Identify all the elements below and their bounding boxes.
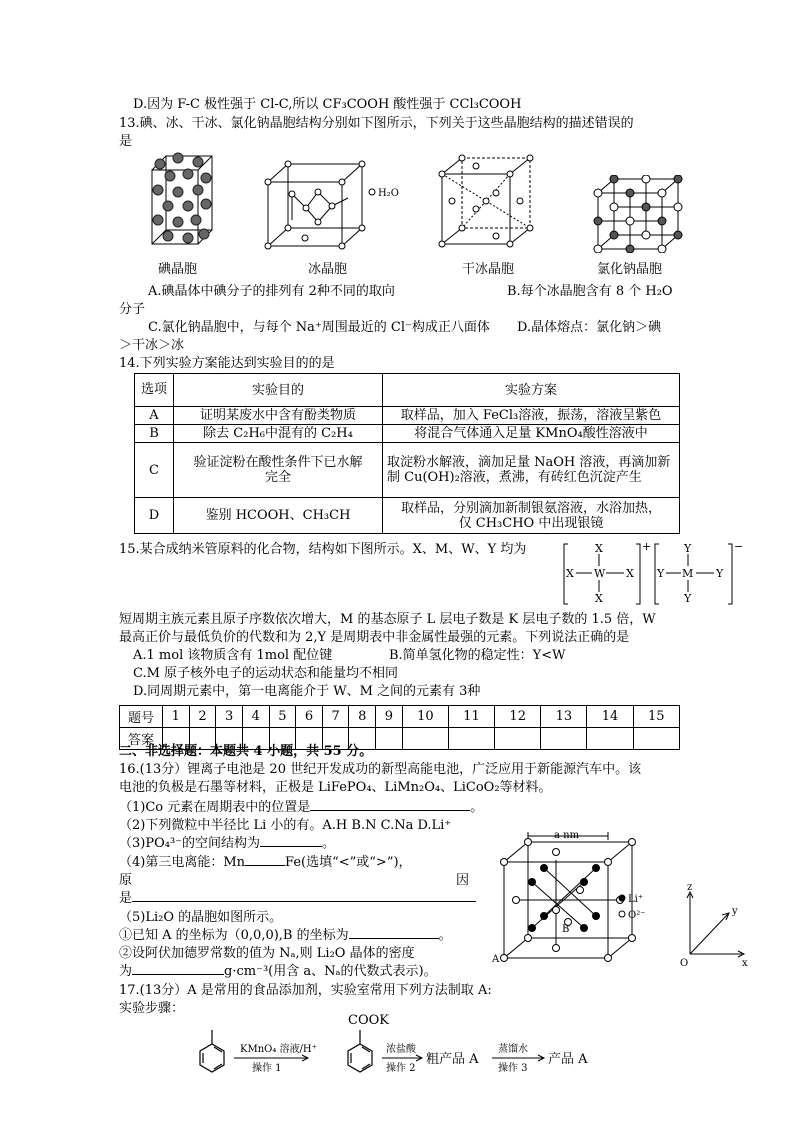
q15-stem-3: 最高正价与最低负价的代数和为 2,Y 是周期表中非金属性最强的元素。下列说法正确的是 bbox=[119, 630, 630, 645]
x-atom: X bbox=[595, 542, 603, 555]
q17-stem: 17.(13分）A 是常用的食品添加剂，实验室常用下列方法制取 A: bbox=[119, 983, 492, 998]
minus-charge: − bbox=[734, 540, 744, 553]
q17-steps-label: 实验步骤： bbox=[119, 1001, 185, 1016]
caption-ice: 冰晶胞 bbox=[308, 262, 348, 277]
legend-li-label: Li⁺ bbox=[628, 894, 644, 905]
q16-part-4 bbox=[119, 855, 412, 871]
axis-x-label: x bbox=[742, 958, 748, 968]
axis-z-label: z bbox=[687, 882, 693, 893]
q14-row-plan-line: 取样品，分别滴加新制银氨溶液，水浴加热， bbox=[400, 500, 661, 516]
q14-header-option: 选项 bbox=[135, 374, 174, 407]
x-atom: X bbox=[595, 592, 603, 605]
q14-table bbox=[134, 373, 680, 534]
q14-row-option: C bbox=[135, 443, 174, 498]
reagent-3: 蒸馏水 bbox=[498, 1044, 528, 1055]
answer-cell[interactable] bbox=[633, 728, 679, 750]
answer-table-number: 11 bbox=[448, 706, 494, 728]
q16-part-3-end: 。 bbox=[322, 836, 336, 851]
q14-row-plan: 取样品，加入 FeCl₃溶液，振荡，溶液呈紫色 bbox=[383, 407, 680, 425]
q16-part-5: （5)Li₂O 的晶胞如图所示。 bbox=[119, 910, 283, 925]
q14-row bbox=[135, 498, 680, 534]
q15-stem-2: 短周期主族元素且原子序数依次增大，M 的基态原子 L 层电子数是 K 层电子数的 1.5 倍，W bbox=[119, 612, 656, 627]
q14-row bbox=[135, 443, 680, 498]
answer-blank[interactable] bbox=[132, 901, 476, 902]
answer-table-number: 14 bbox=[587, 706, 633, 728]
q16-part-4-reason-end: 因 bbox=[456, 873, 470, 888]
answer-table-number: 15 bbox=[633, 706, 679, 728]
ice-legend-label: H₂O bbox=[378, 188, 399, 199]
caption-nacl: 氯化钠晶胞 bbox=[597, 262, 663, 277]
answer-table-number: 3 bbox=[216, 706, 243, 728]
caption-iodine: 碘晶胞 bbox=[158, 262, 198, 277]
q15-option-c: C.M 原子核外电子的运动状态和能量均不相同 bbox=[133, 666, 399, 681]
ice-unit-cell bbox=[262, 158, 412, 250]
q16-part-4-text: （4)第三电离能：Mn bbox=[119, 855, 246, 870]
y-atom: Y bbox=[684, 542, 692, 555]
q16-part-5-1 bbox=[119, 928, 452, 944]
q15-structure bbox=[560, 540, 750, 608]
edge-length-label: a nm bbox=[554, 830, 580, 841]
q16-part-5-1-end: 。 bbox=[438, 928, 452, 943]
q16-stem: 16.(13分）锂离子电池是 20 世纪开发成功的新型高能电池，广泛应用于新能源汽车中。该 bbox=[119, 762, 642, 777]
q16-part-5-2c: g·cm⁻³(用含 a、Nₐ的代数式表示)。 bbox=[224, 964, 437, 979]
point-a-label: A bbox=[492, 954, 500, 965]
m-atom: M bbox=[682, 567, 694, 580]
q16-part-4-is bbox=[119, 891, 476, 907]
q13-option-a: A.碘晶体中碘分子的排列有 2种不同的取向 bbox=[148, 284, 395, 299]
q14-row-option: B bbox=[135, 425, 174, 443]
q14-row-plan-line: 仅 CH₃CHO 中出现银镜 bbox=[458, 515, 604, 531]
q14-row-purpose: 验证淀粉在酸性条件下已水解完全 bbox=[174, 443, 383, 498]
dry-ice-unit-cell bbox=[436, 152, 536, 250]
q14-header-purpose: 实验目的 bbox=[174, 374, 383, 407]
answer-table-number: 9 bbox=[376, 706, 403, 728]
q14-row-purpose: 除去 C₂H₆中混有的 C₂H₄ bbox=[174, 425, 383, 443]
answer-blank[interactable] bbox=[349, 938, 439, 939]
q14-stem: 14.下列实验方案能达到实验目的的是 bbox=[119, 356, 335, 371]
q16-part-3-text: （3)PO₄³⁻的空间结构为 bbox=[119, 836, 261, 851]
operation-1: 操作 1 bbox=[252, 1063, 282, 1074]
q14-row-plan-line: 取淀粉水解液，滴加足量 NaOH 溶液，再滴加新 bbox=[387, 455, 671, 470]
answer-cell[interactable] bbox=[448, 728, 494, 750]
q14-header-plan: 实验方案 bbox=[383, 374, 680, 407]
answer-table-label-answer: 答案 bbox=[120, 728, 163, 750]
nacl-unit-cell bbox=[592, 175, 684, 253]
q13-stem: 13.碘、冰、干冰、氯化钠晶胞结构分别如下图所示，下列关于这些晶胞结构的描述错误的 bbox=[119, 116, 634, 131]
answer-cell[interactable] bbox=[376, 728, 403, 750]
q13-option-d: D.晶体熔点：氯化钠＞碘 bbox=[517, 320, 662, 335]
q17-reaction-scheme bbox=[190, 1010, 610, 1080]
q15-stem: 15.某合成纳米管原料的化合物，结构如下图所示。X、M、W、Y 均为 bbox=[119, 542, 527, 557]
answer-table-number: 6 bbox=[296, 706, 323, 728]
plus-charge: + bbox=[642, 540, 652, 553]
q16-part-1: （1)Co 元素在周期表中的位置是 。 bbox=[119, 800, 484, 815]
q16-part-2: （2)下列微粒中半径比 Li 小的有。A.H B.N C.Na D.Li⁺ bbox=[119, 818, 452, 833]
q13-option-d-cont: ＞干冰＞冰 bbox=[119, 338, 185, 353]
point-b-label: B bbox=[562, 924, 570, 935]
q14-row bbox=[135, 425, 680, 443]
answer-table-number: 2 bbox=[189, 706, 216, 728]
q16-part-5-2: ②设阿伏加德罗常数的值为 Nₐ,则 Li₂O 晶体的密度 bbox=[119, 946, 415, 961]
section-title: 二、非选择题：本题共 4 小题，共 55 分。 bbox=[119, 744, 373, 759]
axis-y-label: y bbox=[732, 906, 738, 917]
answer-blank[interactable] bbox=[310, 810, 470, 811]
q16-part-5-2b bbox=[119, 964, 437, 980]
q12-option-d: D.因为 F-C 极性强于 Cl-C,所以 CF₃COOH 酸性强于 CCl₃COOH bbox=[133, 97, 522, 112]
answer-table-label-question: 题号 bbox=[120, 706, 163, 728]
answer-table-number: 13 bbox=[541, 706, 587, 728]
q13-option-b-cont: 分子 bbox=[119, 302, 146, 317]
origin-label: O bbox=[680, 958, 689, 968]
cook-group: COOK bbox=[348, 1013, 389, 1028]
answer-table-number: 10 bbox=[402, 706, 448, 728]
q16-part-5-2b-text: 为 bbox=[119, 964, 133, 979]
answer-cell[interactable] bbox=[402, 728, 448, 750]
q16-part-4-mid: Fe(选填“<”或“>”)， bbox=[285, 855, 412, 870]
answer-table-number: 7 bbox=[322, 706, 349, 728]
answer-table-number: 8 bbox=[349, 706, 376, 728]
crude-product: 粗产品 A bbox=[426, 1052, 479, 1067]
q16-part-4-is-text: 是 bbox=[119, 891, 133, 906]
q14-row-option: A bbox=[135, 407, 174, 425]
operation-2: 操作 2 bbox=[386, 1063, 416, 1074]
q13-option-b: B.每个冰晶胞含有 8 个 H₂O bbox=[507, 284, 673, 299]
q15-option-d: D.同周期元素中，第一电离能介于 W、M 之间的元素有 3种 bbox=[133, 684, 481, 699]
q15-option-a: A.1 mol 该物质含有 1mol 配位键 bbox=[133, 648, 333, 663]
y-atom: Y bbox=[684, 592, 692, 605]
q14-row-plan-line: 制 Cu(OH)₂溶液，煮沸，有砖红色沉淀产生 bbox=[387, 470, 642, 485]
operation-3: 操作 3 bbox=[498, 1063, 528, 1074]
q14-row bbox=[135, 407, 680, 425]
answer-table-number: 5 bbox=[269, 706, 296, 728]
answer-table-number: 4 bbox=[242, 706, 269, 728]
w-atom: W bbox=[594, 567, 606, 580]
toluene-structure bbox=[200, 1030, 224, 1072]
li2o-unit-cell bbox=[484, 828, 754, 968]
x-atom: X bbox=[566, 567, 574, 580]
answer-table-number: 12 bbox=[495, 706, 541, 728]
q16-part-1-text: （1)Co 元素在周期表中的位置是 bbox=[119, 800, 311, 815]
final-product: 产品 A bbox=[548, 1052, 588, 1067]
reagent-1: KMnO₄ 溶液/H⁺ bbox=[240, 1044, 317, 1055]
q14-row-purpose: 证明某废水中含有酚类物质 bbox=[174, 407, 383, 425]
answer-blank[interactable] bbox=[132, 974, 224, 975]
x-atom: X bbox=[626, 567, 634, 580]
q16-part-5-1-text: ①已知 A 的坐标为（0,0,0),B 的坐标为 bbox=[119, 928, 349, 943]
q16-stem-2: 电池的负极是石墨等材料，正极是 LiFePO₄、LiMn₂O₄、LiCoO₂等材料。 bbox=[119, 780, 552, 795]
q14-row-plan: 将混合气体通入足量 KMnO₄酸性溶液中 bbox=[383, 425, 680, 443]
q13-stem-cont: 是 bbox=[119, 134, 133, 149]
answer-blank[interactable] bbox=[260, 846, 322, 847]
answer-cell[interactable] bbox=[541, 728, 587, 750]
caption-dry-ice: 干冰晶胞 bbox=[462, 262, 515, 277]
answer-blank[interactable] bbox=[245, 865, 285, 866]
reagent-2: 浓盐酸 bbox=[386, 1044, 416, 1055]
answer-cell[interactable] bbox=[495, 728, 541, 750]
y-atom: Y bbox=[657, 567, 665, 580]
answer-table-number: 1 bbox=[163, 706, 190, 728]
y-atom: Y bbox=[716, 567, 724, 580]
answer-cell[interactable] bbox=[587, 728, 633, 750]
potassium-benzoate-structure bbox=[348, 1030, 372, 1072]
q15-option-b: B.简单氢化物的稳定性：Y<W bbox=[389, 648, 566, 663]
q16-part-3 bbox=[119, 836, 335, 852]
q16-part-4-reason: 原 bbox=[119, 873, 133, 888]
legend-o-label: O²⁻ bbox=[628, 910, 646, 921]
q14-row-purpose: 鉴别 HCOOH、CH₃CH bbox=[174, 498, 383, 534]
q13-option-c: C.氯化钠晶胞中，与每个 Na⁺周围最近的 Cl⁻构成正八面体 bbox=[148, 320, 490, 335]
iodine-unit-cell bbox=[148, 150, 218, 250]
q14-row-option: D bbox=[135, 498, 174, 534]
